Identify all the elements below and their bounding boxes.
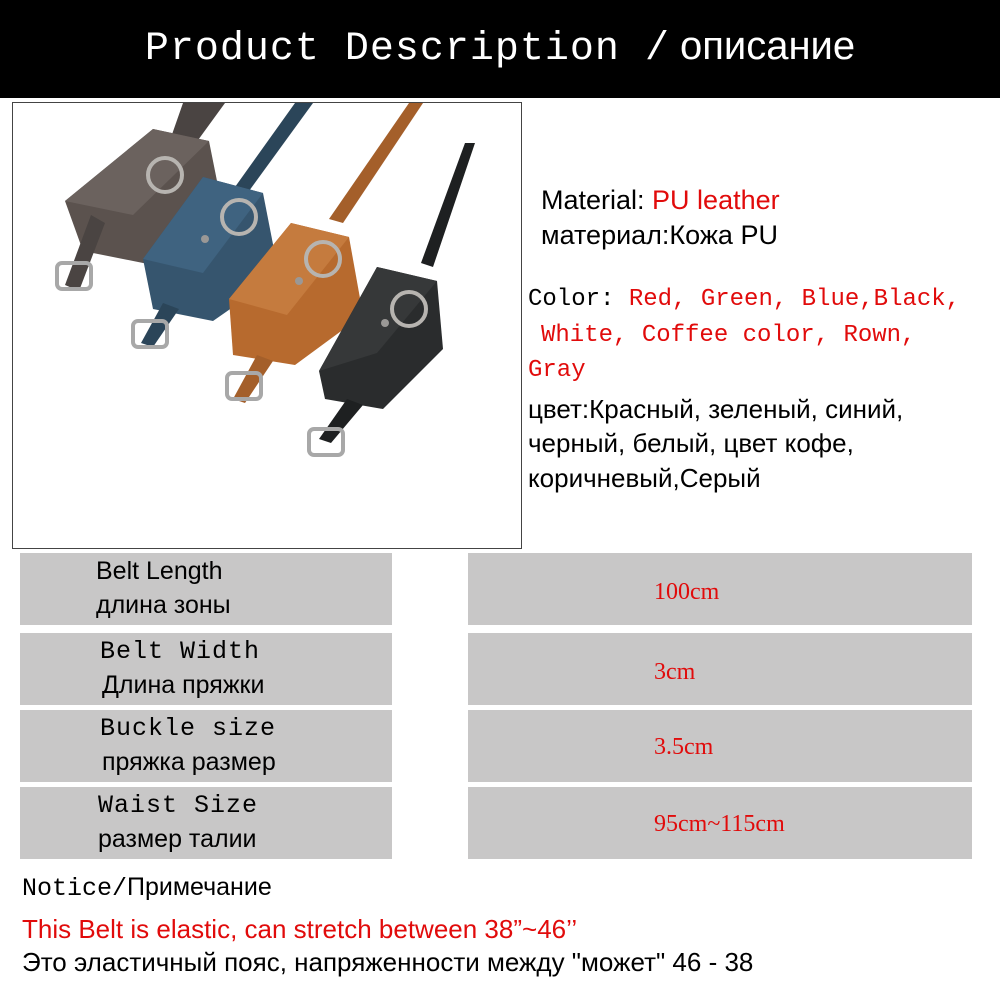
notice-line-en: This Belt is elastic, can stretch between 38”~46’’ [22, 914, 578, 944]
spec-value: 3cm [654, 659, 696, 685]
spec-value: 3.5cm [654, 734, 714, 760]
material-line [541, 185, 780, 216]
spec-label-en: Buckle size [100, 714, 277, 743]
spec-value-cell [468, 633, 972, 705]
spec-label-en: Belt Width [100, 637, 261, 666]
material-label: Material: [541, 185, 645, 215]
spec-label-en: Waist Size [98, 791, 259, 820]
product-photo-image [13, 103, 521, 548]
spec-label-cell [20, 553, 392, 625]
notice-label-ru: Примечание [127, 873, 272, 901]
color-ru-2: черный, белый, цвет кофе, [528, 428, 854, 458]
page-title-en: Product Description / [144, 27, 670, 72]
page-title [0, 22, 1000, 72]
material-value: PU leather [652, 185, 780, 215]
notice-label-en: Notice/ [22, 874, 128, 903]
spec-label-ru: размер талии [98, 825, 257, 853]
spec-label-ru: Длина пряжки [102, 671, 265, 699]
material-ru: материал:Кожа PU [541, 220, 778, 250]
spec-label-ru: длина зоны [96, 591, 231, 619]
spec-value: 95cm~115cm [654, 811, 785, 837]
notice-line-ru: Это эластичный пояс, напряженности между "может" 46 - 38 [22, 947, 754, 977]
product-photo [12, 102, 522, 549]
spec-value-cell [468, 710, 972, 782]
header-banner [0, 0, 1000, 98]
spec-value: 100cm [654, 579, 720, 605]
color-label: Color: [528, 286, 615, 313]
spec-label-cell [20, 710, 392, 782]
color-values-1: Red, Green, Blue,Black, [628, 286, 961, 313]
spec-label-cell [20, 787, 392, 859]
color-ru-1: цвет:Красный, зеленый, синий, [528, 394, 904, 424]
color-values-2: White, Coffee color, Rown, [541, 322, 916, 349]
color-line-1 [528, 286, 960, 313]
page-title-ru: описание [679, 24, 856, 68]
color-values-3: Gray [528, 357, 586, 384]
spec-label-ru: пряжка размер [102, 748, 276, 776]
spec-value-cell [468, 787, 972, 859]
color-ru-3: коричневый,Серый [528, 463, 761, 493]
spec-label-en: Belt Length [96, 557, 223, 585]
notice-heading [22, 873, 272, 903]
spec-label-cell [20, 633, 392, 705]
spec-value-cell [468, 553, 972, 625]
